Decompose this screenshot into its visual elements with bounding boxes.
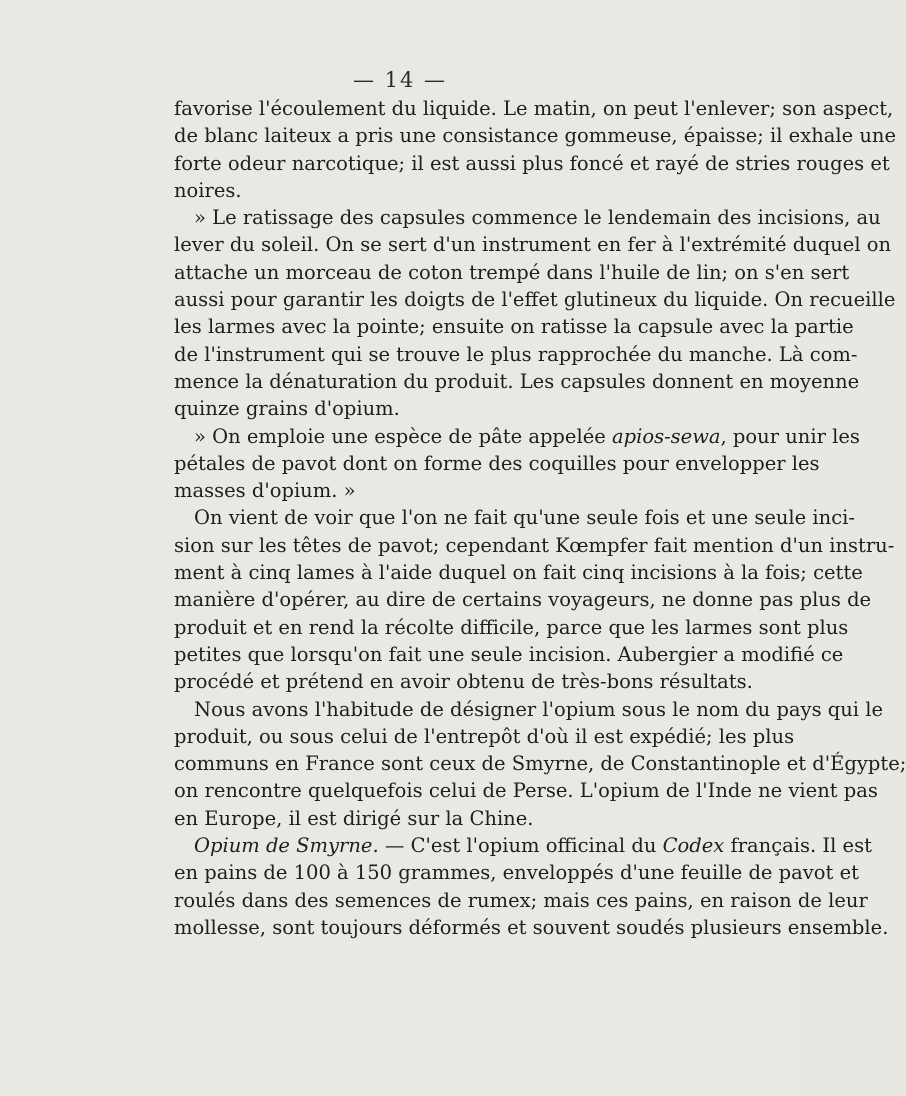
text-line: mence la dénaturation du produit. Les capsules donnent en moyenne <box>174 369 860 393</box>
text-line: aussi pour garantir les doigts de l'effet glutineux du liquide. On recueille <box>174 288 896 312</box>
italic-term: Codex <box>662 834 725 858</box>
text-line: procédé et prétend en avoir obtenu de très-bons résultats. <box>174 670 753 694</box>
paragraph-4 <box>174 504 895 695</box>
text-line: communs en France sont ceux de Smyrne, de Constantinople et d'Égypte; <box>174 752 906 776</box>
text-segment: , pour unir les <box>720 424 860 448</box>
text-line: roulés dans des semences de rumex; mais ces pains, en raison de leur <box>174 888 868 912</box>
text-line: en Europe, il est dirigé sur la Chine. <box>174 806 534 830</box>
text-line: mollesse, sont toujours déformés et souvent soudés plusieurs ensemble. <box>174 915 889 939</box>
text-line: quinze grains d'opium. <box>174 397 400 421</box>
text-line <box>174 423 860 450</box>
section-heading-italic: Opium de Smyrne. <box>194 834 379 858</box>
text-segment: français. Il est <box>724 834 872 858</box>
body-text <box>174 95 906 941</box>
text-line: » Le ratissage des capsules commence le lendemain des incisions, au <box>194 206 881 230</box>
text-line: produit, ou sous celui de l'entrepôt d'où il est expédié; les plus <box>174 724 795 748</box>
paragraph-5 <box>174 696 906 832</box>
text-line: forte odeur narcotique; il est aussi plus foncé et rayé de stries rouges et <box>174 151 890 175</box>
paragraph-3 <box>174 423 860 505</box>
text-line: de l'instrument qui se trouve le plus rapprochée du manche. Là com- <box>174 342 858 366</box>
italic-term: apios-sewa <box>611 424 721 448</box>
text-line: On vient de voir que l'on ne fait qu'une seule fois et une seule inci- <box>194 506 855 530</box>
text-line: noires. <box>174 178 242 202</box>
text-segment: — C'est l'opium officinal du <box>378 834 663 858</box>
page-number: — 14 — <box>352 68 448 92</box>
text-line: lever du soleil. On se sert d'un instrument en fer à l'extrémité duquel on <box>174 233 892 257</box>
text-line: masses d'opium. » <box>174 479 356 503</box>
paragraph-6 <box>174 832 889 941</box>
text-line: ment à cinq lames à l'aide duquel on fait cinq incisions à la fois; cette <box>174 561 863 585</box>
paragraph-2 <box>174 204 896 422</box>
text-line: Nous avons l'habitude de désigner l'opium sous le nom du pays qui le <box>194 697 884 721</box>
text-line: de blanc laiteux a pris une consistance gommeuse, épaisse; il exhale une <box>174 124 897 148</box>
text-segment: » On emploie une espèce de pâte appelée <box>194 424 612 448</box>
text-line: produit et en rend la récolte difficile, parce que les larmes sont plus <box>174 615 849 639</box>
text-line: en pains de 100 à 150 grammes, enveloppés d'une feuille de pavot et <box>174 861 859 885</box>
text-line: attache un morceau de coton trempé dans l'huile de lin; on s'en sert <box>174 260 850 284</box>
text-line: pétales de pavot dont on forme des coquilles pour envelopper les <box>174 451 820 475</box>
text-line <box>174 832 872 859</box>
text-line: les larmes avec la pointe; ensuite on ratisse la capsule avec la partie <box>174 315 854 339</box>
text-line: petites que lorsqu'on fait une seule incision. Aubergier a modifié ce <box>174 642 844 666</box>
text-line: manière d'opérer, au dire de certains voyageurs, ne donne pas plus de <box>174 588 872 612</box>
text-line: on rencontre quelquefois celui de Perse. L'opium de l'Inde ne vient pas <box>174 779 878 803</box>
paragraph-1 <box>174 95 897 204</box>
text-line: favorise l'écoulement du liquide. Le matin, on peut l'enlever; son aspect, <box>174 97 894 120</box>
text-line: sion sur les têtes de pavot; cependant Kœmpfer fait mention d'un instru- <box>174 533 895 557</box>
